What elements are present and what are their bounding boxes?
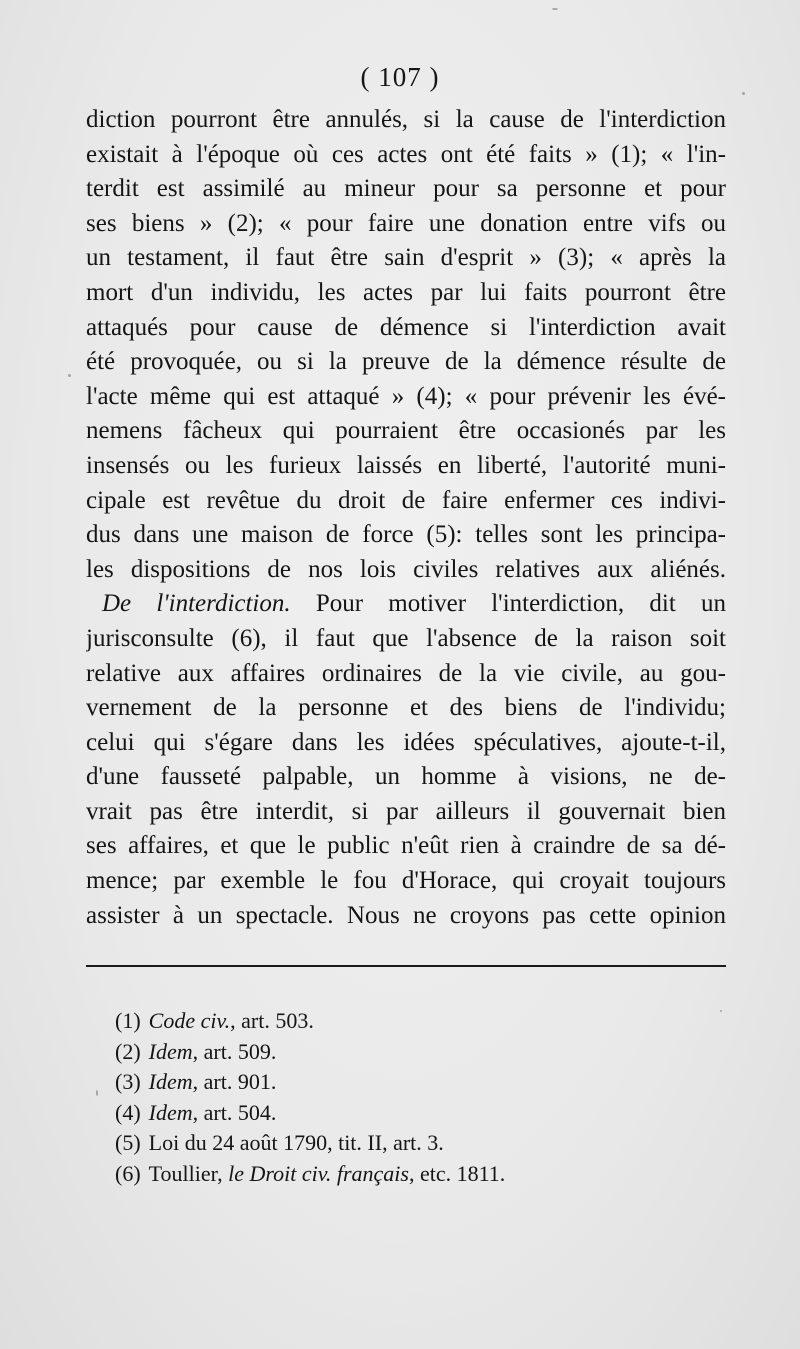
text-line: attaqués pour cause de démence si l'interdiction avait [86,313,726,341]
footnote: (6) Toullier, le Droit civ. français, etc. 1811. [115,1160,506,1186]
text-line: ses affaires, et que le public n'eût rien à craindre de sa dé- [86,832,726,860]
text-line: les dispositions de nos lois civiles relatives aux aliénés. [86,555,726,583]
text-line: assister à un spectacle. Nous ne croyons pas cette opinion [86,901,726,929]
text-line: existait à l'époque où ces actes ont été faits » (1); « l'in- [86,140,726,168]
paper-speck [68,374,71,377]
text-line: terdit est assimilé au mineur pour sa personne et pour [86,175,726,203]
section-heading-line: De l'interdiction. Pour motiver l'interdiction, dit un [102,590,726,618]
text-line: relative aux affaires ordinaires de la vie civile, au gou- [86,659,726,687]
text-line: diction pourront être annulés, si la cause de l'interdiction [86,106,726,133]
text-line: mence; par exemble le fou d'Horace, qui croyait toujours [86,867,726,895]
footnote: (1) Code civ., art. 503. [115,1008,314,1033]
section-heading: De l'interdiction. [102,590,291,618]
text-line: jurisconsulte (6), il faut que l'absence de la raison soit [86,624,726,652]
text-line: mort d'un individu, les actes par lui faits pourront être [86,278,726,306]
text-line: vrait pas être interdit, si par ailleurs il gouvernait bien [86,797,726,825]
text-line: vernement de la personne et des biens de l'individu; [86,694,726,722]
text-line: insensés ou les furieux laissés en liberté, l'autorité muni- [86,451,726,479]
text-line: nemens fâcheux qui pourraient être occasionés par les [86,417,726,445]
text-line: d'une fausseté palpable, un homme à visions, ne de- [86,763,726,791]
text-line: ses biens » (2); « pour faire une donation entre vifs ou [86,209,726,237]
text-line: été provoquée, ou si la preuve de la démence résulte de [86,348,726,376]
footnote: (2) Idem, art. 509. [115,1038,277,1064]
paper-speck [552,8,558,10]
footnote: (3) Idem, art. 901. [115,1069,277,1094]
paper-speck [96,1090,98,1096]
footnote-rule [86,965,726,967]
page-number: ( 107 ) [360,62,440,92]
text-line: celui qui s'égare dans les idées spéculatives, ajoute-t-il, [86,728,726,756]
paper-speck [720,1010,722,1012]
body-text [86,103,726,933]
text-line: cipale est revêtue du droit de faire enfermer ces indivi- [86,486,726,514]
paper-speck [742,92,745,95]
footnote: (5) Loi du 24 août 1790, tit. II, art. 3. [115,1130,444,1155]
text-line: un testament, il faut être sain d'esprit » (3); « après la [86,244,726,272]
text-line: l'acte même qui est attaqué » (4); « pour prévenir les évé- [86,382,726,410]
footnote: (4) Idem, art. 504. [115,1099,277,1125]
text-line: dus dans une maison de force (5): telles sont les principa- [86,521,726,549]
footnotes [115,1006,715,1189]
